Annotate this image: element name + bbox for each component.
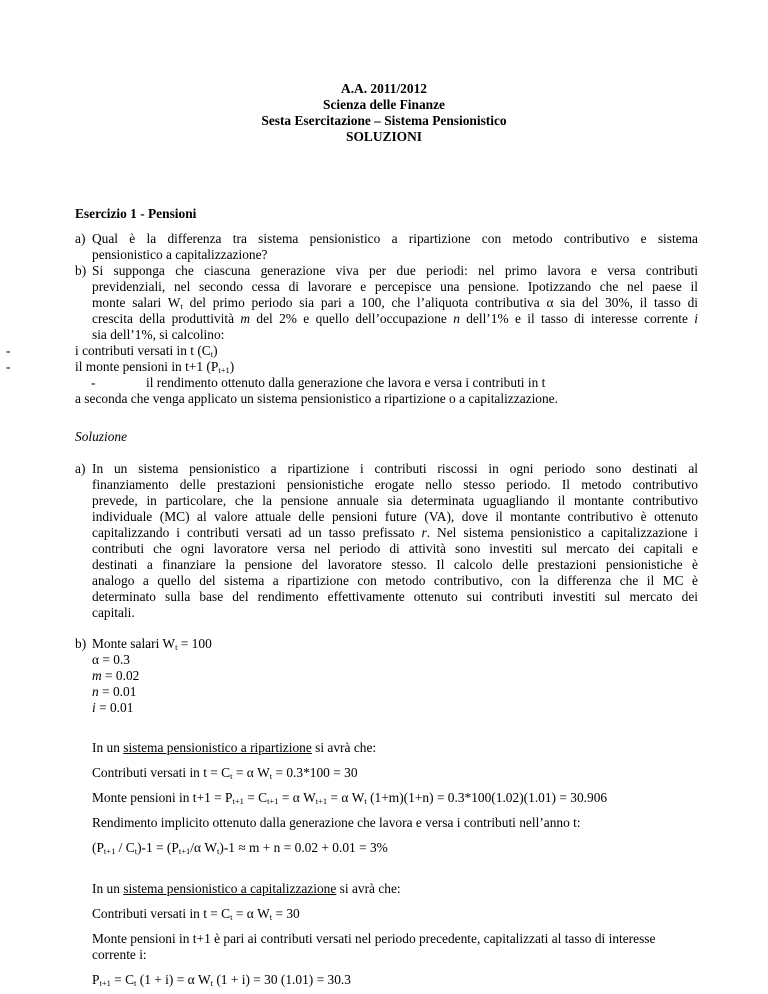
cap-formula: $P_{t+1} = C_t$ (1 + i) = α $W_t$ (1 + i) = 30 (1.01) = 30.3: [92, 972, 351, 988]
solution-a-line: In un sistema pensionistico a ripartizione i contributi riscossi in ogni periodo sono destinati al: [92, 461, 698, 476]
exercise-b-line: Si supponga che ciascuna generazione viva per due periodi: nel primo lavora e versa contributi: [92, 263, 698, 278]
param-n: n = 0.01: [92, 684, 137, 699]
list-item: il rendimento ottenuto dalla generazione che lavora e versa i contributi in t: [146, 375, 546, 390]
rip-rendimento: Rendimento implicito ottenuto dalla generazione che lavora e versa i contributi nell’anno t:: [92, 815, 581, 830]
exercise-b-line: monte salari $W_t$ del primo periodo sia pari a 100, che l’aliquota contributiva α sia del 30%, il tasso di: [92, 295, 699, 311]
solutions-title: SOLUZIONI: [346, 129, 422, 144]
solution-b-marker: b): [75, 636, 87, 651]
solution-a-line: destinati a finanziare la pensione del lavoratore stesso. Il calcolo delle prestazioni pensionistiche è: [92, 557, 698, 572]
exercise-b-line: previdenziali, nel secondo cessa di lavorare e percepisce una pensione. Ipotizzando che nel paese il: [92, 279, 698, 294]
closing-line: a seconda che venga applicato un sistema pensionistico a ripartizione o a capitalizzazione.: [75, 391, 558, 406]
solution-a-line: capitali.: [92, 605, 135, 620]
rip-contributi: Contributi versati in $t = C_t = \alpha$ $W_t = 0.3*100 = 30$: [92, 765, 358, 781]
rip-intro: In un sistema pensionistico a ripartizione si avrà che:: [92, 740, 377, 755]
course-title: Scienza delle Finanze: [323, 97, 445, 112]
param-alpha: α = 0.3: [92, 652, 131, 667]
cap-monte-pensioni: Monte pensioni in t+1 è pari ai contributi versati nel periodo precedente, capitalizzati al tasso di interesse: [92, 931, 656, 946]
solution-a-line: contributi che ogni lavoratore versa nel periodo di attività sono investiti sul mercato dei capitali e: [92, 541, 698, 556]
solution-a-line: capitalizzando i contributi versati ad un tasso prefissato r. Nel sistema pensionistico a capitalizzazione i: [92, 525, 699, 540]
course-year: A.A. 2011/2012: [341, 81, 427, 96]
solution-a-line: analogo a quello del sistema a ripartizione con metodo contributivo, con la differenza che il MC è: [92, 573, 698, 588]
param-i: i = 0.01: [92, 700, 134, 715]
solution-a-line: individuale (MC) al valore attuale delle pensioni future (VA), dove il montante contributivo è ottenuto: [92, 509, 698, 524]
exercise-b-line: sia dell’1%, si calcolino:: [92, 327, 225, 342]
solution-a-line: determinato sulla base del rendimento effettivamente ottenuto sui contributi investiti sul mercato dei: [92, 589, 698, 604]
solution-a-line: finanziamento delle prestazioni pensionistiche erogate nello stesso periodo. Il metodo contributivo: [92, 477, 698, 492]
rip-formula: $(P_{t+1} / C_t)-1 = (P_{t+1}/\alpha$ $W_t)-1 \approx m + n = 0.02 + 0.01 = 3\%$: [92, 840, 388, 856]
exercise-a-marker: a): [75, 231, 86, 246]
solution-a-marker: a): [75, 461, 86, 476]
list-dash: -: [6, 343, 11, 358]
list-item: il monte pensioni in t+1 $(P_{t+1})$: [75, 359, 235, 375]
list-item: i contributi versati in t $(C_t)$: [75, 343, 218, 359]
solution-a-line: prevede, in particolare, che la pensione annuale sia determinata uguagliando il montante contributivo: [92, 493, 698, 508]
exercise-title: Sesta Esercitazione – Sistema Pensionistico: [261, 113, 507, 128]
solution-heading: Soluzione: [75, 429, 128, 444]
exercise-heading: Esercizio 1 - Pensioni: [75, 206, 197, 221]
exercise-b-line: crescita della produttività m del 2% e quello dell’occupazione n dell’1% e il tasso di interesse corrente i: [92, 311, 698, 326]
exercise-a-line: Qual è la differenza tra sistema pensionistico a ripartizione con metodo contributivo e sistema: [92, 231, 698, 246]
param-monte-salari: Monte salari $W_t = 100$: [92, 636, 212, 652]
param-m: m = 0.02: [92, 668, 140, 683]
exercise-a-line: pensionistico a capitalizzazione?: [92, 247, 268, 262]
exercise-b-marker: b): [75, 263, 87, 278]
rip-monte-pensioni: Monte pensioni in $t+1 = P_{t+1} = C_{t+1} = \alpha$ $W_{t+1} = \alpha$ $W_t$ (1+m)(1+n) = 0.3*100(1.02)(1.01) = 30.906: [92, 790, 608, 806]
cap-monte-pensioni: corrente i:: [92, 947, 147, 962]
cap-contributi: Contributi versati in $t = C_t = \alpha$ $W_t = 30$: [92, 906, 300, 922]
list-dash: -: [6, 359, 11, 374]
cap-intro: In un sistema pensionistico a capitalizzazione si avrà che:: [92, 881, 401, 896]
list-dash: -: [91, 375, 96, 390]
